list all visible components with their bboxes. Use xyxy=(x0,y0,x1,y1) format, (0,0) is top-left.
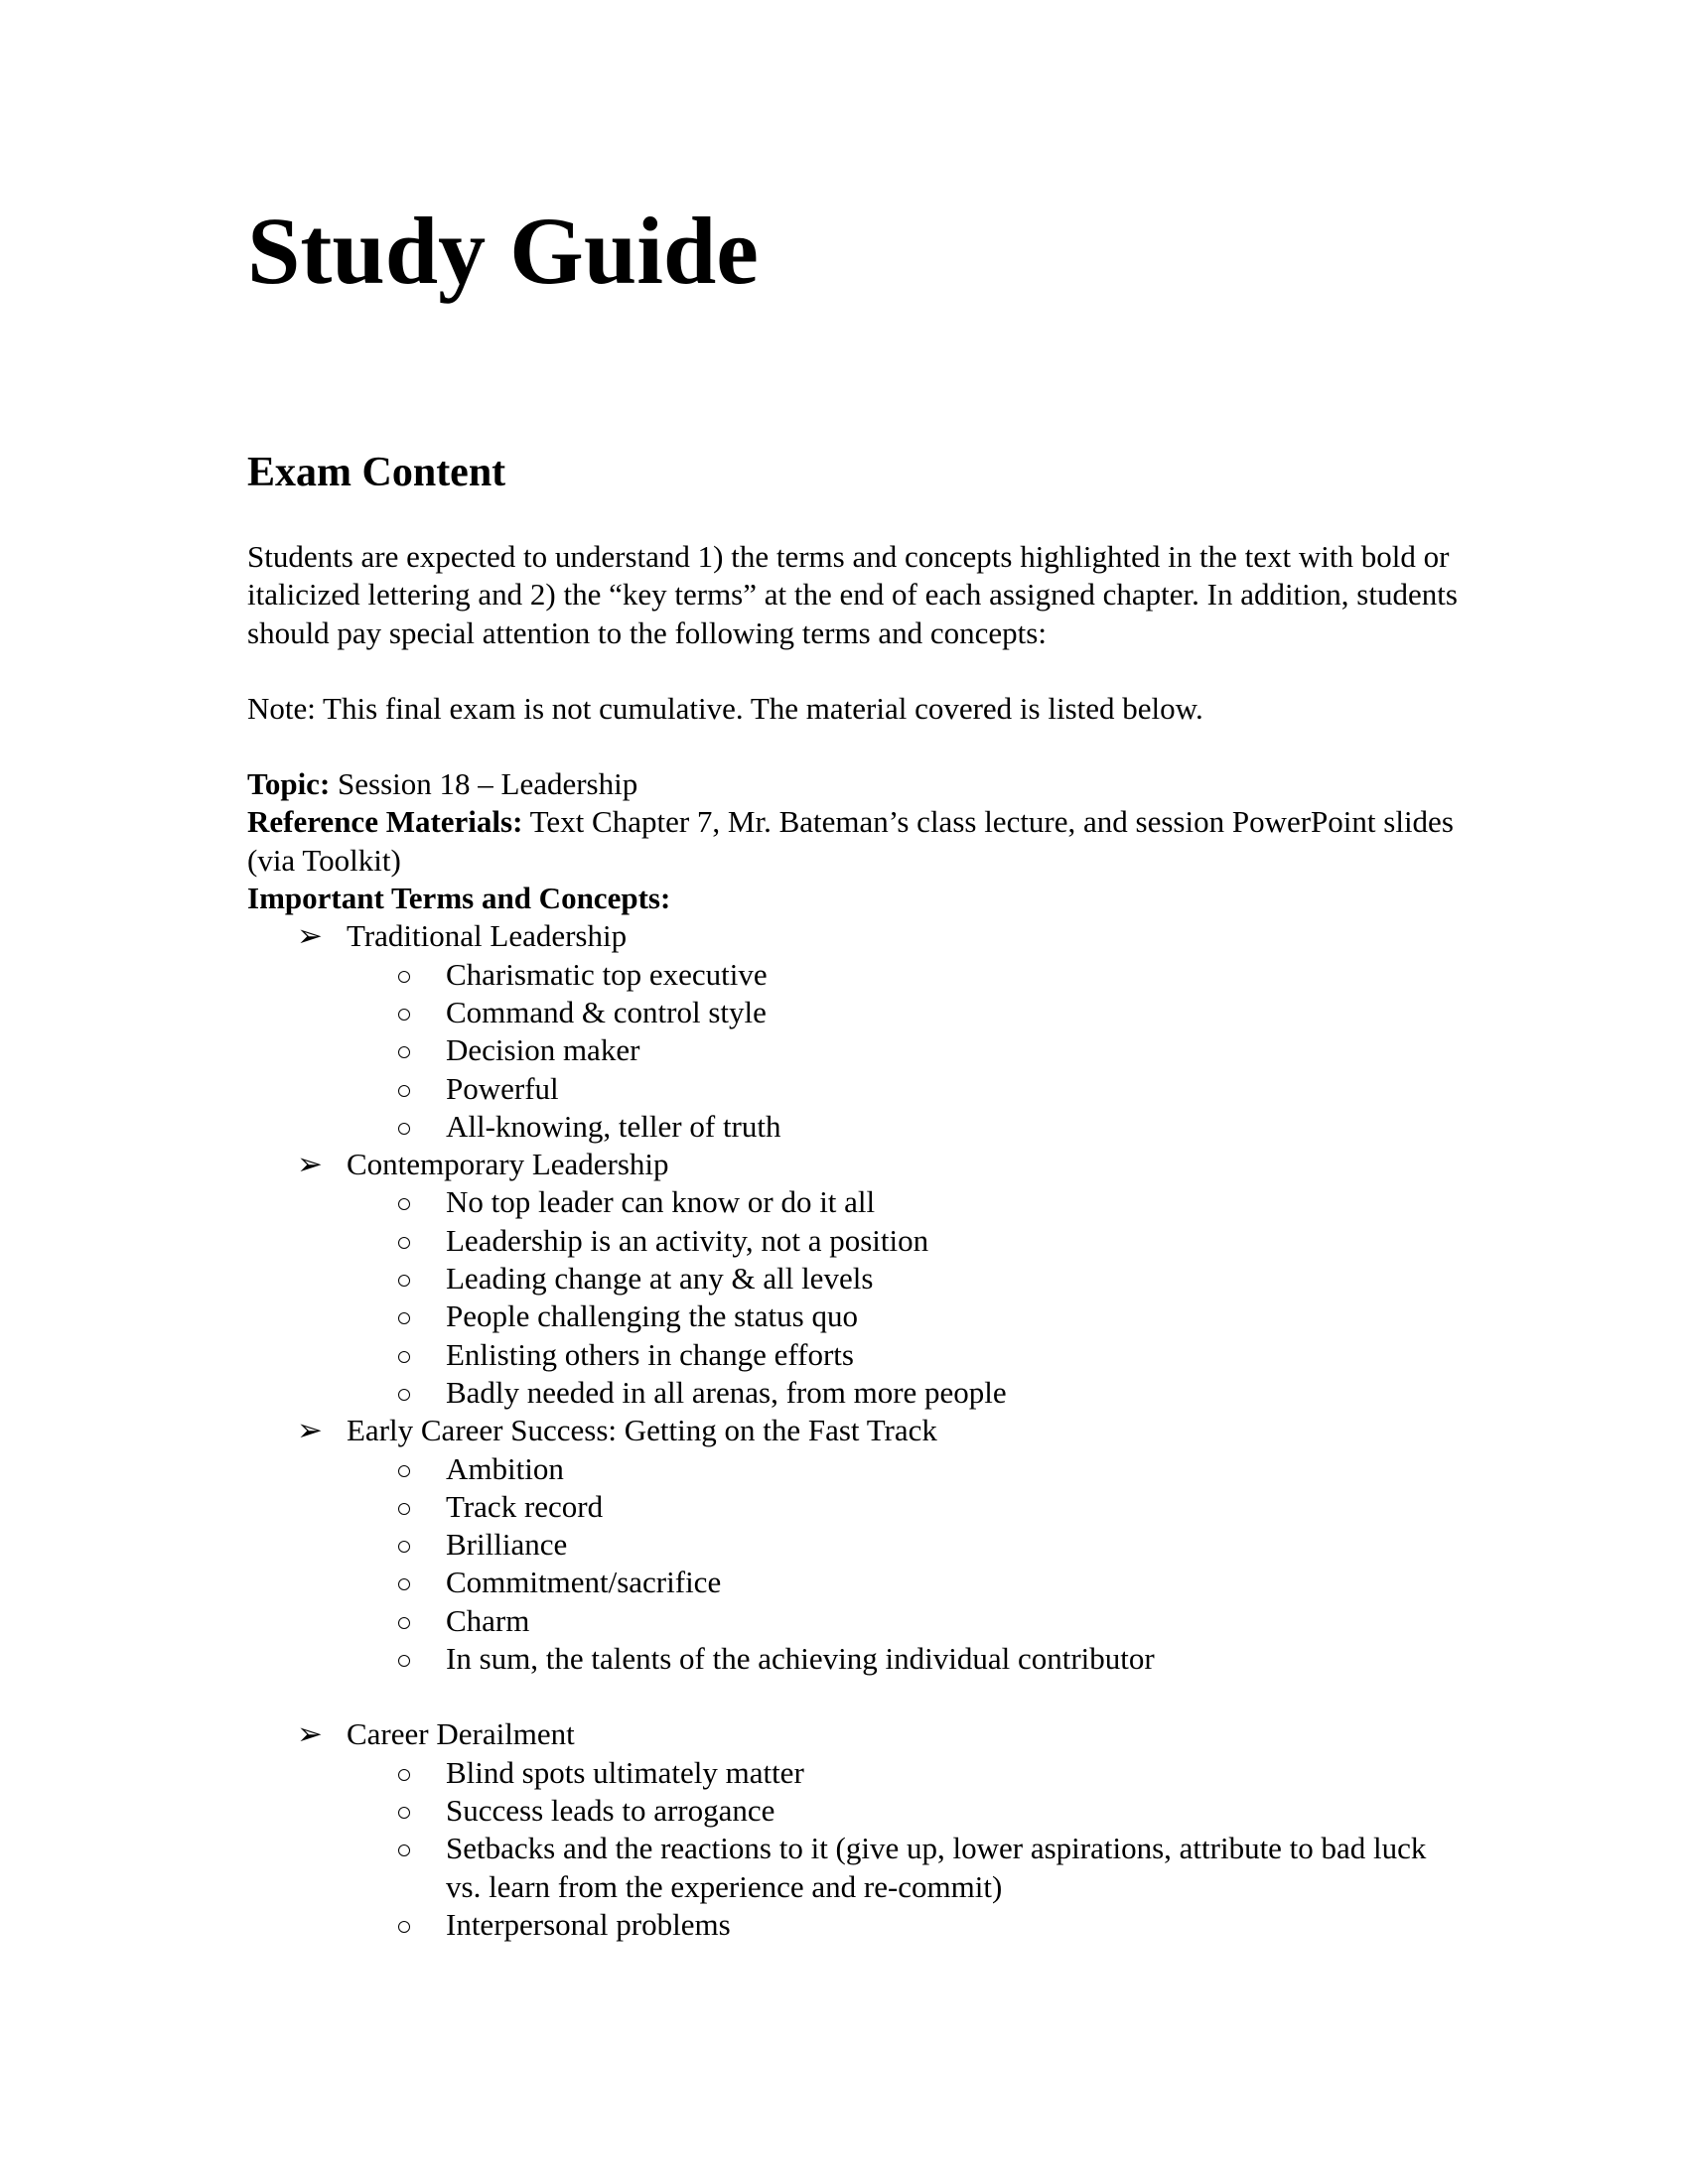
circle-bullet-icon xyxy=(398,1921,410,1933)
section-heading: Exam Content xyxy=(247,450,506,495)
arrow-bullet-icon: ➢ xyxy=(297,918,323,954)
circle-bullet-icon xyxy=(398,1844,410,1856)
list-item: Blind spots ultimately matter xyxy=(347,1754,1459,1792)
list-item: Charm xyxy=(347,1602,1459,1640)
circle-bullet-icon xyxy=(398,1807,410,1819)
list-item: Brilliance xyxy=(347,1526,1459,1564)
circle-bullet-icon xyxy=(398,1198,410,1210)
list-item: All-knowing, teller of truth xyxy=(347,1108,1459,1146)
page-title: Study Guide xyxy=(247,198,759,304)
term-group xyxy=(247,1715,1459,1944)
topic-line xyxy=(247,765,1459,803)
document-body xyxy=(247,538,1459,1944)
circle-bullet-icon xyxy=(398,1389,410,1401)
term-group xyxy=(247,1412,1459,1715)
circle-bullet-icon xyxy=(398,1312,410,1324)
terms-label: Important Terms and Concepts: xyxy=(247,881,671,916)
list-item: Powerful xyxy=(347,1070,1459,1108)
list-item: Interpersonal problems xyxy=(347,1906,1459,1944)
list-item: In sum, the talents of the achieving individual contributor xyxy=(347,1640,1459,1678)
topic-label: Topic: xyxy=(247,766,331,802)
term-group-title: Early Career Success: Getting on the Fast Track xyxy=(347,1413,937,1448)
list-item: Success leads to arrogance xyxy=(347,1792,1459,1830)
reference-value: Text Chapter 7, Mr. Bateman’s class lecture, and session PowerPoint slides (via Toolkit) xyxy=(247,804,1454,878)
circle-bullet-icon xyxy=(398,1617,410,1629)
circle-bullet-icon xyxy=(398,1578,410,1590)
list-item: Decision maker xyxy=(347,1031,1459,1069)
reference-line xyxy=(247,803,1459,880)
list-item: Setbacks and the reactions to it (give up, lower aspirations, attribute to bad luck vs. learn from the experience and re-commit) xyxy=(347,1830,1459,1906)
circle-bullet-icon xyxy=(398,1275,410,1287)
term-group-title: Career Derailment xyxy=(347,1716,575,1752)
arrow-bullet-icon: ➢ xyxy=(297,1716,323,1752)
circle-bullet-icon xyxy=(398,971,410,983)
term-group xyxy=(247,917,1459,1146)
list-item: Badly needed in all arenas, from more people xyxy=(347,1374,1459,1412)
circle-bullet-icon xyxy=(398,1046,410,1058)
reference-label: Reference Materials: xyxy=(247,804,523,840)
term-items xyxy=(347,1450,1459,1679)
list-item: Enlisting others in change efforts xyxy=(347,1336,1459,1374)
terms-list xyxy=(247,917,1459,1944)
arrow-bullet-icon: ➢ xyxy=(297,1147,323,1182)
term-items xyxy=(347,956,1459,1146)
list-item: No top leader can know or do it all xyxy=(347,1183,1459,1221)
circle-bullet-icon xyxy=(398,1655,410,1667)
list-item: Leadership is an activity, not a position xyxy=(347,1222,1459,1260)
term-group xyxy=(247,1146,1459,1412)
intro-paragraph: Students are expected to understand 1) the terms and concepts highlighted in the text with bold or italicized lettering and 2) the “key terms” at the end of each assigned chapter. In addition, students should pay special attention to the following terms and concepts: xyxy=(247,539,1458,650)
list-item: Commitment/sacrifice xyxy=(347,1564,1459,1601)
term-group-title: Contemporary Leadership xyxy=(347,1147,669,1182)
arrow-bullet-icon: ➢ xyxy=(297,1413,323,1448)
circle-bullet-icon xyxy=(398,1503,410,1515)
list-item: Track record xyxy=(347,1488,1459,1526)
list-item: Ambition xyxy=(347,1450,1459,1488)
term-items xyxy=(347,1754,1459,1944)
list-item: Charismatic top executive xyxy=(347,956,1459,994)
circle-bullet-icon xyxy=(398,1123,410,1135)
list-item: Leading change at any & all levels xyxy=(347,1260,1459,1297)
circle-bullet-icon xyxy=(398,1009,410,1021)
circle-bullet-icon xyxy=(398,1237,410,1249)
list-item: People challenging the status quo xyxy=(347,1297,1459,1335)
circle-bullet-icon xyxy=(398,1769,410,1781)
term-group-title: Traditional Leadership xyxy=(347,918,628,954)
note-paragraph: Note: This final exam is not cumulative. The material covered is listed below. xyxy=(247,690,1203,726)
term-items xyxy=(347,1183,1459,1412)
topic-value: Session 18 – Leadership xyxy=(338,766,638,802)
circle-bullet-icon xyxy=(398,1541,410,1553)
circle-bullet-icon xyxy=(398,1465,410,1477)
list-item: Command & control style xyxy=(347,994,1459,1031)
circle-bullet-icon xyxy=(398,1351,410,1363)
circle-bullet-icon xyxy=(398,1085,410,1097)
